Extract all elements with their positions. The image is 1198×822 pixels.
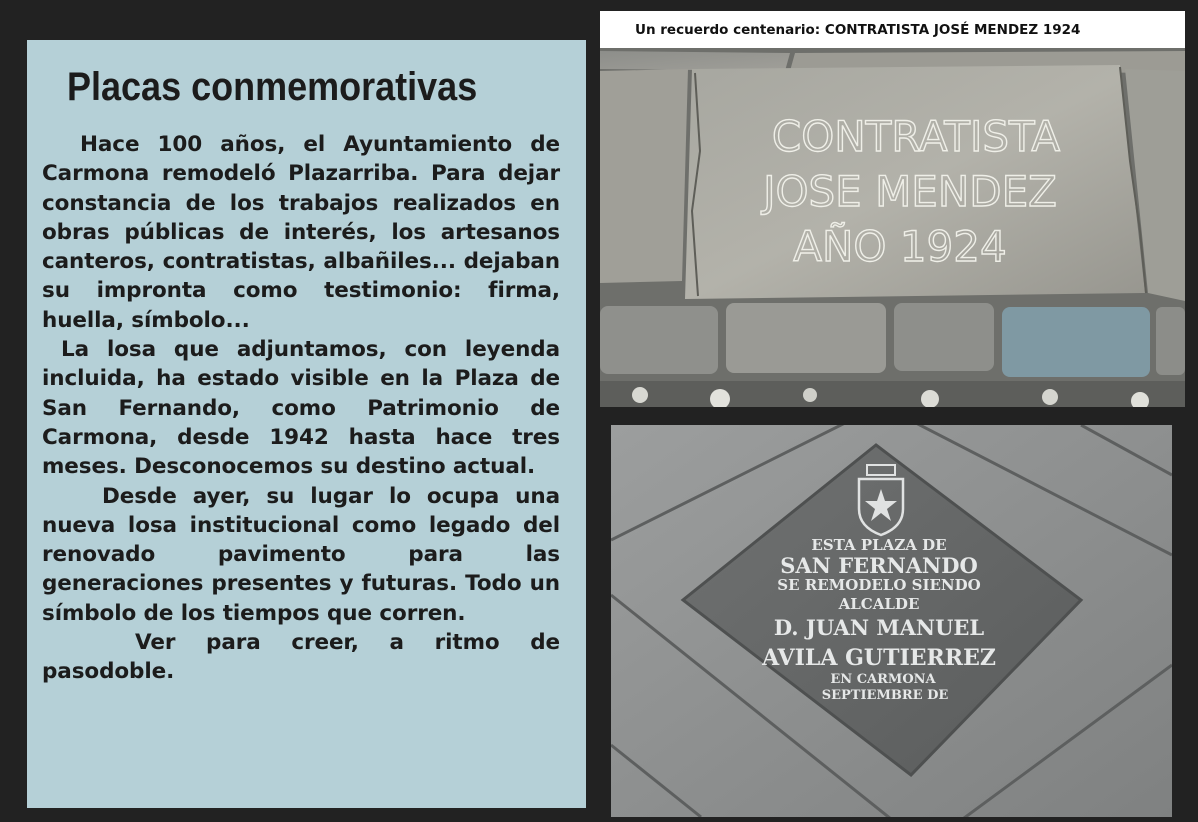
new-slab-line-4: ALCALDE [838, 595, 920, 613]
photo-old-slab [600, 11, 1185, 407]
old-slab-line-1: CONTRATISTA [771, 112, 1061, 161]
new-slab-line-1: ESTA PLAZA DE [811, 536, 947, 554]
new-slab-line-2: SAN FERNANDO [780, 553, 978, 578]
paragraph-4: Ver para creer, a ritmo de pasodoble. [42, 630, 560, 685]
paragraph-3: Desde ayer, su lugar lo ocupa una nueva losa institucional como legado del renovado pavimento para las generaciones presentes y futuras. Todo un símbolo de los tiempos que corren. [42, 483, 560, 626]
text-panel [27, 40, 586, 808]
new-slab-line-3: SE REMODELO SIENDO [777, 576, 981, 594]
old-slab-line-2: JOSE MENDEZ [763, 167, 1057, 216]
new-slab-line-8: SEPTIEMBRE DE [821, 688, 949, 703]
new-slab-line-5: D. JUAN MANUEL [773, 615, 985, 640]
photo-caption: Un recuerdo centenario: CONTRATISTA JOSÉ MENDEZ 1924 [635, 21, 1081, 38]
old-slab-illustration [600, 11, 1185, 407]
paragraph-2: La losa que adjuntamos, con leyenda incluida, ha estado visible en la Plaza de San Fernando, como Patrimonio de Carmona, desde 1942 hasta hace tres meses. Desconocemos su destino actual. [42, 337, 560, 480]
new-slab-line-7: EN CARMONA [830, 672, 936, 687]
new-slab-line-6: AVILA GUTIERREZ [762, 645, 996, 671]
photo-new-slab [611, 425, 1172, 817]
old-slab-line-3: AÑO 1924 [793, 222, 1007, 271]
photo-caption-strip [600, 11, 1185, 48]
page-title: Placas conmemorativas [67, 65, 478, 109]
new-slab-illustration [611, 425, 1172, 817]
paragraph-1: Hace 100 años, el Ayuntamiento de Carmona remodeló Plazarriba. Para dejar constancia de los trabajos realizados en obras públicas de interés, los artesanos canteros, contratistas, albañiles... dejaban su impronta como testimonio: firma, huella, símbolo... [42, 132, 560, 333]
